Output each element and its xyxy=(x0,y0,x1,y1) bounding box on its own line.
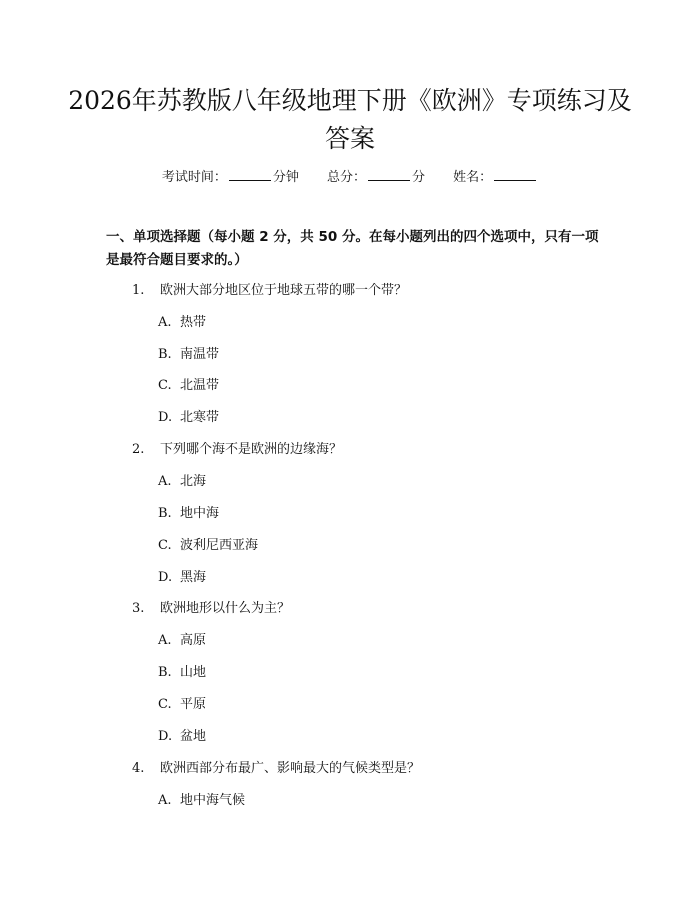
option-1a[interactable] xyxy=(158,314,206,332)
name-field xyxy=(453,170,538,185)
score-unit: 分 xyxy=(412,170,426,185)
option-text: 波利尼西亚海 xyxy=(180,538,259,553)
option-letter: B. xyxy=(158,347,172,362)
option-3c[interactable] xyxy=(158,696,206,714)
score-label: 总分： xyxy=(326,170,366,185)
option-4a[interactable] xyxy=(158,792,245,810)
option-letter: A. xyxy=(158,315,172,330)
score-blank[interactable] xyxy=(368,168,410,181)
option-1b[interactable] xyxy=(158,346,219,364)
name-blank[interactable] xyxy=(494,168,536,181)
section-heading: 一、单项选择题（每小题 2 分，共 50 分。在每小题列出的四个选项中，只有一项是最符合题目要求的。） xyxy=(106,229,599,268)
option-letter: D. xyxy=(158,729,173,744)
question-3 xyxy=(132,600,290,618)
time-label: 考试时间： xyxy=(161,170,227,185)
time-unit: 分钟 xyxy=(272,170,299,185)
total-score-field xyxy=(327,170,425,185)
option-letter: C. xyxy=(158,697,172,712)
question-number: 4. xyxy=(132,761,145,776)
option-letter: C. xyxy=(158,378,172,393)
option-letter: D. xyxy=(158,570,173,585)
option-letter: B. xyxy=(158,506,172,521)
option-text: 地中海 xyxy=(180,506,220,521)
option-text: 南温带 xyxy=(180,347,220,362)
option-text: 高原 xyxy=(180,633,207,648)
option-letter: B. xyxy=(158,665,172,680)
question-text: 欧洲西部分布最广、影响最大的气候类型是？ xyxy=(160,761,421,776)
question-text: 下列哪个海不是欧洲的边缘海？ xyxy=(160,442,343,457)
time-blank[interactable] xyxy=(229,168,271,181)
question-number: 2. xyxy=(132,442,145,457)
option-2c[interactable] xyxy=(158,537,258,555)
document-title: 2026年苏教版八年级地理下册《欧洲》专项练习及答案 xyxy=(68,86,632,153)
question-text: 欧洲地形以什么为主？ xyxy=(160,601,291,616)
option-text: 北海 xyxy=(180,474,207,489)
exam-time-field xyxy=(162,170,299,185)
option-letter: D. xyxy=(158,410,173,425)
option-2a[interactable] xyxy=(158,473,206,491)
question-text: 欧洲大部分地区位于地球五带的哪一个带？ xyxy=(160,283,408,298)
option-3a[interactable] xyxy=(158,632,206,650)
name-label: 姓名： xyxy=(453,170,493,185)
option-2d[interactable] xyxy=(158,569,206,587)
option-text: 平原 xyxy=(180,697,207,712)
option-text: 地中海气候 xyxy=(180,793,246,808)
option-letter: C. xyxy=(158,538,172,553)
option-1d[interactable] xyxy=(158,409,219,427)
question-number: 3. xyxy=(132,601,145,616)
question-1 xyxy=(132,282,407,300)
option-2b[interactable] xyxy=(158,505,219,523)
option-text: 北温带 xyxy=(180,378,220,393)
option-text: 盆地 xyxy=(180,729,207,744)
question-number: 1. xyxy=(132,283,145,298)
option-text: 黑海 xyxy=(180,570,207,585)
option-letter: A. xyxy=(158,793,172,808)
option-letter: A. xyxy=(158,474,172,489)
option-3d[interactable] xyxy=(158,728,206,746)
option-text: 热带 xyxy=(180,315,207,330)
option-text: 山地 xyxy=(180,665,207,680)
question-2 xyxy=(132,441,342,459)
option-1c[interactable] xyxy=(158,377,219,395)
exam-meta xyxy=(0,168,700,187)
option-text: 北寒带 xyxy=(180,410,220,425)
option-letter: A. xyxy=(158,633,172,648)
question-4 xyxy=(132,760,420,778)
option-3b[interactable] xyxy=(158,664,206,682)
